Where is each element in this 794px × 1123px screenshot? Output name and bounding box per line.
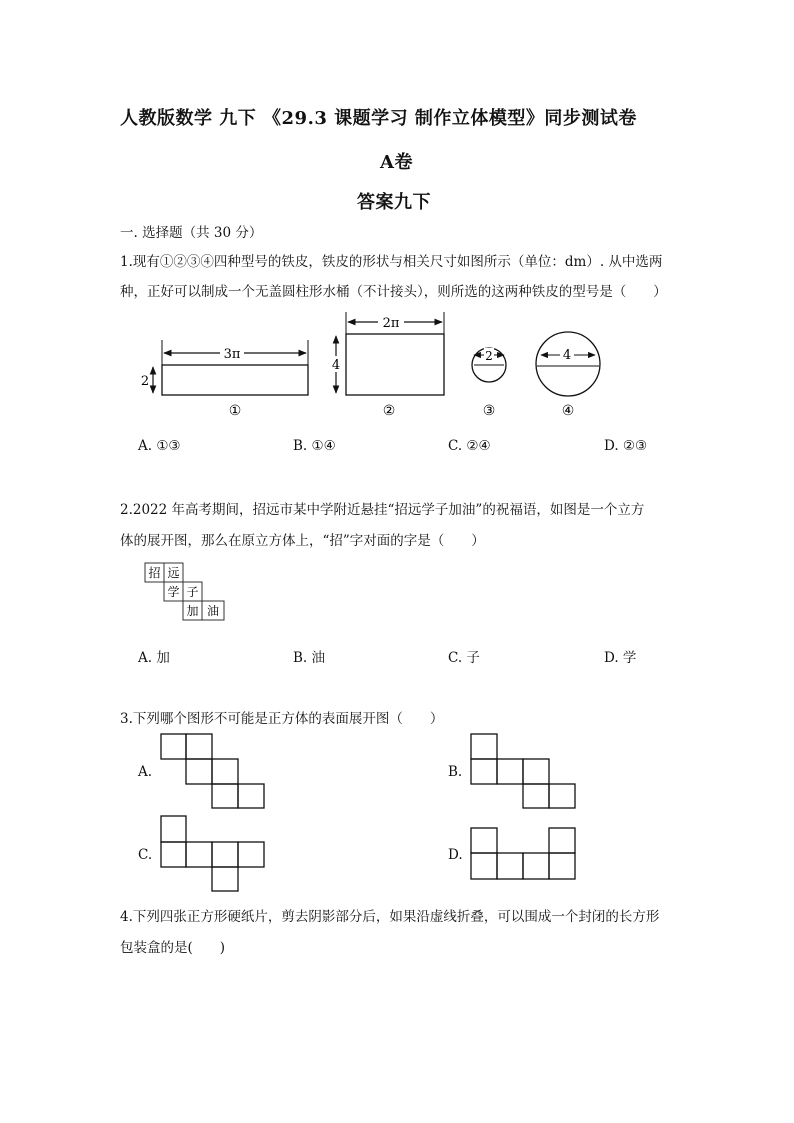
- circle-4: [536, 332, 600, 419]
- q3-option-a[interactable]: A.: [138, 764, 153, 780]
- q1-text-line1: 1.现有①②③④四种型号的铁皮，铁皮的形状与相关尺寸如图所示（单位：dm）. 从中选两: [120, 254, 663, 270]
- q3-net-b: [471, 734, 575, 808]
- q2-option-b[interactable]: B. 油: [293, 650, 326, 666]
- page-title: 人教版数学 九下 《29.3 课题学习 制作立体模型》同步测试卷: [120, 108, 637, 129]
- circle4-diameter-label: 4: [562, 348, 572, 363]
- q1-text-line2: 种，正好可以制成一个无盖圆柱形水桶（不计接头），则所选的这两种铁皮的型号是（ ）: [120, 284, 667, 300]
- circle3-diameter-label: 2: [485, 349, 493, 363]
- q3-net-d: [471, 828, 575, 879]
- q2-option-a[interactable]: A. 加: [138, 650, 170, 666]
- q3-net-a: [161, 734, 264, 808]
- q3-option-b[interactable]: B.: [448, 764, 463, 780]
- rect2-width-label: 2π: [382, 316, 400, 331]
- rect-1: [141, 340, 308, 419]
- rect1-height-label: 2: [140, 374, 150, 389]
- q4-text-line1: 4.下列四张正方形硬纸片，剪去阴影部分后，如果沿虚线折叠，可以围成一个封闭的长方形: [120, 909, 660, 925]
- q2-cube-net: [145, 563, 224, 620]
- section-heading: 一. 选择题（共 30 分）: [120, 225, 263, 241]
- q4-text-line2: 包装盒的是( ): [120, 940, 226, 956]
- q3-net-c: [161, 816, 264, 891]
- answer-subtitle: 答案九下: [357, 192, 431, 213]
- net-cell: 招: [148, 566, 161, 580]
- q2-option-d[interactable]: D. 学: [604, 650, 637, 666]
- circle4-label: ④: [561, 403, 575, 419]
- circle3-label: ③: [482, 403, 496, 419]
- q3-text-line1: 3.下列哪个图形不可能是正方体的表面展开图（ ）: [120, 711, 444, 727]
- circle-3: [472, 348, 506, 419]
- page-subtitle: A卷: [380, 152, 413, 173]
- net-cell: 加: [186, 604, 199, 618]
- rect2-height-label: 4: [331, 358, 341, 373]
- rect1-label: ①: [228, 403, 242, 419]
- q2-text-line1: 2.2022 年高考期间，招远市某中学附近悬挂“招远学子加油”的祝福语，如图是一个立方: [120, 502, 645, 518]
- rect-2: [331, 312, 444, 419]
- net-cell: 学: [167, 585, 180, 599]
- q2-option-c[interactable]: C. 子: [448, 650, 480, 666]
- q1-option-c[interactable]: C. ②④: [448, 438, 491, 454]
- rect2-label: ②: [382, 403, 396, 419]
- net-cell: 子: [186, 585, 199, 599]
- rect1-width-label: 3π: [223, 347, 241, 362]
- q1-option-d[interactable]: D. ②③: [604, 438, 648, 454]
- net-cell: 油: [206, 604, 220, 618]
- q2-text-line2: 体的展开图，那么在原立方体上，“招”字对面的字是（ ）: [120, 533, 485, 549]
- net-cell: 远: [167, 566, 180, 580]
- q1-option-a[interactable]: A. ①③: [138, 438, 181, 454]
- q3-option-c[interactable]: C.: [138, 847, 153, 863]
- q3-option-d[interactable]: D.: [448, 847, 463, 863]
- q1-option-b[interactable]: B. ①④: [293, 438, 336, 454]
